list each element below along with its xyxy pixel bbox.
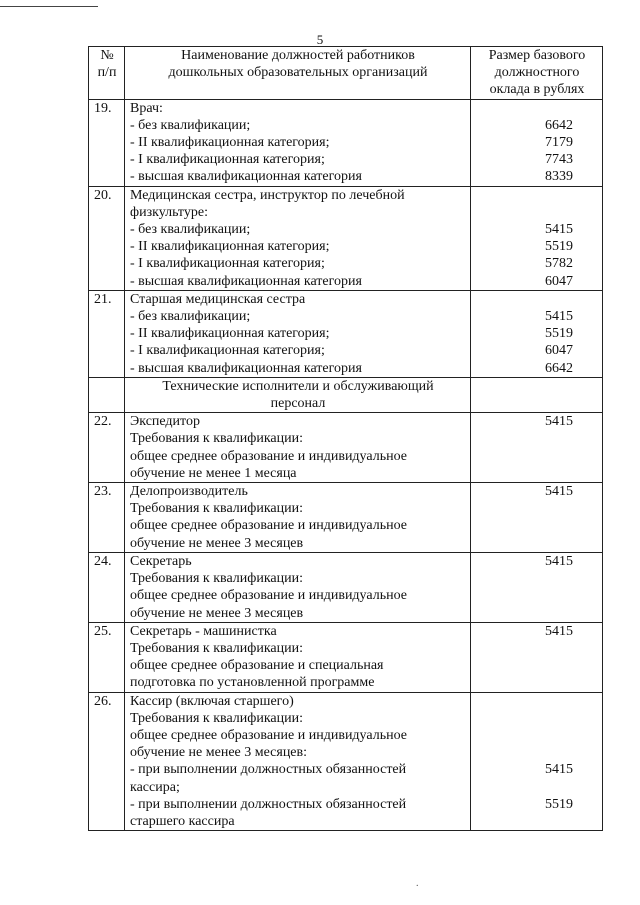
description-line: - II квалификационная категория; (130, 239, 330, 255)
description-line: - II квалификационная категория; (130, 135, 330, 151)
salary-value: 5415 (545, 623, 573, 639)
row-number: 20. (89, 186, 125, 290)
salary-values (471, 552, 603, 622)
section-title: Технические исполнители и обслуживающий персонал (125, 377, 471, 412)
speck-mark: . (416, 878, 419, 889)
description-line: обучение не менее 3 месяцев (130, 605, 304, 621)
description-line: Кассир (включая старшего) (130, 693, 294, 709)
row-number: 24. (89, 552, 125, 622)
salary-value: 5415 (545, 309, 573, 325)
table-header (89, 47, 603, 100)
corner-rule (0, 6, 98, 7)
salary-value: 5415 (545, 762, 573, 778)
row-number: 22. (89, 413, 125, 483)
description-line: общее среднее образование и индивидуальное (130, 448, 407, 464)
salary-value (476, 693, 598, 710)
table-row (89, 483, 603, 553)
salary-values (471, 186, 603, 290)
salary-value (476, 710, 598, 727)
description-line: кассира; (130, 779, 180, 795)
description-line: Экспедитор (130, 414, 200, 430)
header-num: № п/п (89, 47, 125, 100)
salary-table (88, 46, 603, 831)
description-line: общее среднее образование и индивидуальное (130, 588, 407, 604)
position-description (125, 186, 471, 290)
position-description (125, 692, 471, 831)
row-number: 26. (89, 692, 125, 831)
salary-value (476, 744, 598, 761)
description-line: - при выполнении должностных обязанностей (130, 762, 407, 778)
salary-value: 5519 (545, 239, 573, 255)
description-line: - высшая квалификационная категория (130, 360, 362, 376)
description-line: Врач: (130, 100, 163, 116)
salary-value: 5415 (545, 553, 573, 569)
table-row (89, 413, 603, 483)
salary-value (476, 187, 598, 204)
salary-value: 6047 (545, 343, 573, 359)
salary-value (476, 779, 598, 796)
table-row (89, 622, 603, 692)
salary-value: 7743 (545, 152, 573, 168)
description-line: физкультуре: (130, 204, 208, 220)
description-line: - I квалификационная категория; (130, 343, 325, 359)
position-description (125, 290, 471, 377)
description-line: - высшая квалификационная категория (130, 273, 362, 289)
description-line: Старшая медицинская сестра (130, 291, 306, 307)
salary-value: 7179 (545, 135, 573, 151)
salary-values (471, 290, 603, 377)
description-line: Секретарь (130, 553, 192, 569)
salary-value: 5415 (545, 484, 573, 500)
description-line: общее среднее образование и специальная (130, 658, 384, 674)
header-salary: Размер базового должностного оклада в рублях (471, 47, 603, 100)
table-row (89, 186, 603, 290)
row-number: 19. (89, 99, 125, 186)
description-line: - II квалификационная категория; (130, 326, 330, 342)
description-line: обучение не менее 3 месяцев (130, 535, 304, 551)
row-number: 23. (89, 483, 125, 553)
description-line: общее среднее образование и индивидуальное (130, 518, 407, 534)
salary-value (476, 291, 598, 308)
table-row (89, 290, 603, 377)
description-line: - при выполнении должностных обязанностей (130, 796, 407, 812)
description-line: Требования к квалификации: (130, 431, 303, 447)
row-number: 25. (89, 622, 125, 692)
description-line: Требования к квалификации: (130, 571, 303, 587)
description-line: обучение не менее 3 месяцев: (130, 745, 308, 761)
row-number: 21. (89, 290, 125, 377)
section-row (89, 377, 603, 412)
description-line: - без квалификации; (130, 117, 251, 133)
salary-values (471, 483, 603, 553)
table-body-medical (89, 99, 603, 377)
table-body-technical (89, 413, 603, 831)
salary-value (476, 204, 598, 221)
description-line: Медицинская сестра, инструктор по лечебной (130, 187, 405, 203)
description-line: обучение не менее 1 месяца (130, 465, 297, 481)
description-line: общее среднее образование и индивидуальное (130, 727, 407, 743)
salary-value: 6047 (545, 273, 573, 289)
description-line: - без квалификации; (130, 222, 251, 238)
description-line: Секретарь - машинистка (130, 623, 277, 639)
description-line: - I квалификационная категория; (130, 256, 325, 272)
position-description (125, 413, 471, 483)
position-description (125, 552, 471, 622)
description-line: Требования к квалификации: (130, 640, 303, 656)
description-line: старшего кассира (130, 813, 235, 829)
salary-values (471, 99, 603, 186)
salary-value: 5519 (545, 796, 573, 812)
salary-value: 5415 (545, 414, 573, 430)
salary-value: 5415 (545, 222, 573, 238)
salary-values (471, 622, 603, 692)
salary-value (476, 100, 598, 117)
salary-value: 6642 (545, 117, 573, 133)
page-number: 5 (316, 32, 324, 47)
table-row (89, 552, 603, 622)
description-line: Требования к квалификации: (130, 501, 303, 517)
description-line: - I квалификационная категория; (130, 152, 325, 168)
description-line: Делопроизводитель (130, 484, 248, 500)
position-description (125, 622, 471, 692)
salary-values (471, 692, 603, 831)
salary-value (476, 813, 598, 830)
section-value (471, 377, 603, 412)
position-description (125, 99, 471, 186)
salary-values (471, 413, 603, 483)
description-line: - высшая квалификационная категория (130, 169, 362, 185)
description-line: Требования к квалификации: (130, 710, 303, 726)
salary-value (476, 727, 598, 744)
header-title: Наименование должностей работников дошкольных образовательных организаций (125, 47, 471, 100)
position-description (125, 483, 471, 553)
salary-value: 5782 (545, 256, 573, 272)
description-line: - без квалификации; (130, 309, 251, 325)
section-num (89, 377, 125, 412)
description-line: подготовка по установленной программе (130, 675, 375, 691)
salary-value: 6642 (545, 360, 573, 376)
table-row (89, 692, 603, 831)
table-row (89, 99, 603, 186)
salary-value: 8339 (545, 169, 573, 185)
salary-value: 5519 (545, 326, 573, 342)
